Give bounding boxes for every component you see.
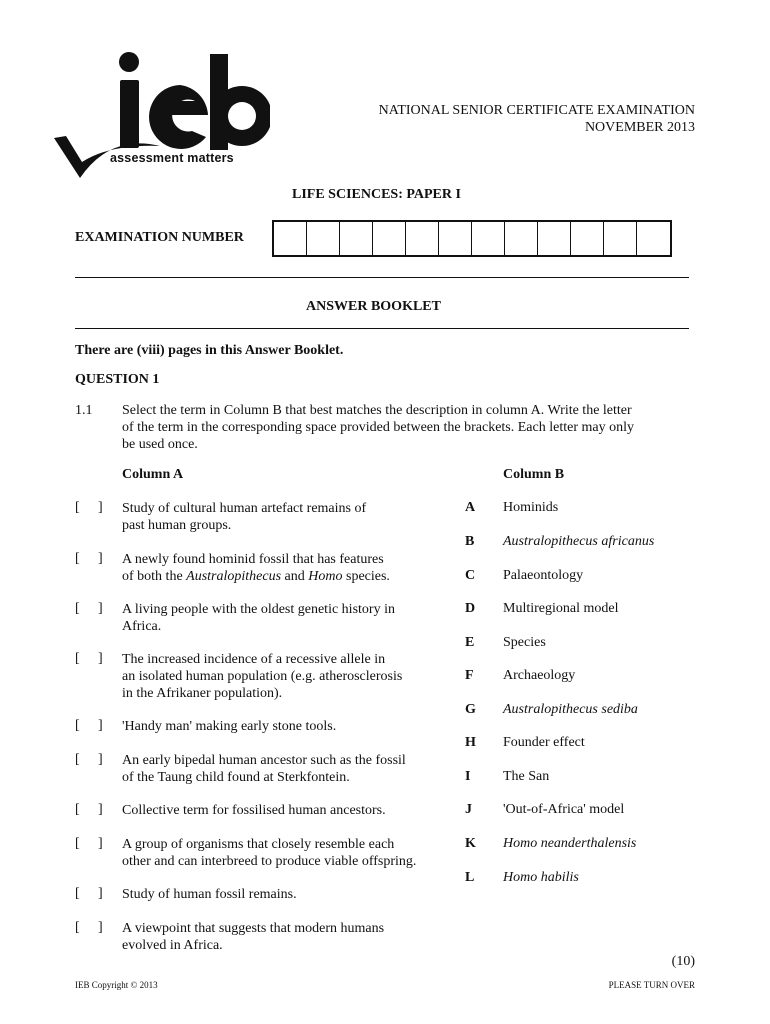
exam-number-label: EXAMINATION NUMBER — [75, 230, 244, 245]
exam-number-digit[interactable] — [571, 222, 604, 255]
column-b-letter: F — [465, 668, 474, 683]
column-b-letter: A — [465, 500, 476, 515]
column-b-letter: I — [465, 769, 471, 784]
answer-slot[interactable] — [82, 651, 96, 668]
answer-bracket-open: [ — [75, 836, 80, 851]
exam-number-boxes[interactable] — [272, 220, 672, 257]
answer-bracket-open: [ — [75, 718, 80, 733]
column-a-description: A viewpoint that suggests that modern humans evolved in Africa. — [122, 921, 385, 953]
divider — [75, 277, 689, 278]
column-a-description: Study of cultural human artefact remains of past human groups. — [122, 501, 367, 533]
column-a-description: A group of organisms that closely resemble each other and can interbreed to produce viable offspring. — [122, 837, 417, 869]
answer-bracket-close: ] — [98, 601, 103, 616]
column-b-term: Founder effect — [503, 735, 585, 750]
answer-bracket-close: ] — [98, 752, 103, 767]
column-b-term: Australopithecus sediba — [503, 702, 638, 717]
column-b-term: The San — [503, 769, 550, 784]
answer-bracket-open: [ — [75, 802, 80, 817]
column-b-term: Hominids — [503, 500, 559, 515]
answer-slot[interactable] — [82, 752, 96, 769]
exam-number-digit[interactable] — [307, 222, 340, 255]
answer-bracket-close: ] — [98, 920, 103, 935]
column-b-header: Column B — [503, 467, 565, 482]
answer-bracket-close: ] — [98, 651, 103, 666]
column-b-letter: J — [465, 802, 472, 817]
copyright: IEB Copyright © 2013 — [75, 980, 158, 990]
ieb-logo-mark — [50, 50, 270, 190]
answer-bracket-open: [ — [75, 752, 80, 767]
column-b-letter: B — [465, 534, 475, 549]
column-a-description: 'Handy man' making early stone tools. — [122, 719, 337, 734]
exam-number-digit[interactable] — [439, 222, 472, 255]
answer-slot[interactable] — [82, 601, 96, 618]
exam-number-digit[interactable] — [505, 222, 538, 255]
answer-bracket-open: [ — [75, 500, 80, 515]
column-b-term: Archaeology — [503, 668, 576, 683]
answer-bracket-open: [ — [75, 601, 80, 616]
exam-number-digit[interactable] — [538, 222, 571, 255]
answer-slot[interactable] — [82, 718, 96, 735]
column-a-description: Study of human fossil remains. — [122, 887, 297, 902]
logo-tagline: assessment matters — [110, 151, 234, 165]
column-b-term: Palaeontology — [503, 568, 584, 583]
answer-bracket-close: ] — [98, 886, 103, 901]
exam-number-digit[interactable] — [472, 222, 505, 255]
column-b-term: Multiregional model — [503, 601, 619, 616]
answer-bracket-close: ] — [98, 718, 103, 733]
exam-number-digit[interactable] — [340, 222, 373, 255]
column-b-letter: E — [465, 635, 475, 650]
answer-slot[interactable] — [82, 500, 96, 517]
question-heading: QUESTION 1 — [75, 372, 160, 387]
column-a-description: Collective term for fossilised human ancestors. — [122, 803, 386, 818]
answer-slot[interactable] — [82, 551, 96, 568]
column-b-letter: G — [465, 702, 476, 717]
column-b-term: Species — [503, 635, 546, 650]
answer-bracket-open: [ — [75, 886, 80, 901]
divider — [75, 328, 689, 329]
column-b-term: Homo neanderthalensis — [503, 836, 637, 851]
column-a-description: A newly found hominid fossil that has features of both the Australopithecus and Homo species. — [122, 552, 390, 584]
exam-number-digit[interactable] — [637, 222, 670, 255]
answer-slot[interactable] — [82, 802, 96, 819]
column-b-term: Australopithecus africanus — [503, 534, 655, 549]
exam-number-digit[interactable] — [274, 222, 307, 255]
answer-bracket-close: ] — [98, 500, 103, 515]
answer-slot[interactable] — [82, 836, 96, 853]
please-turn-over: PLEASE TURN OVER — [608, 980, 695, 990]
exam-number-digit[interactable] — [373, 222, 406, 255]
booklet-title: ANSWER BOOKLET — [306, 299, 441, 314]
marks-total: (10) — [671, 954, 695, 969]
column-b-term: Homo habilis — [503, 870, 579, 885]
question-instruction: Select the term in Column B that best matches the description in column A. Write the letter of the term in the corresponding space provided between the brackets. Each letter may only be used once. — [122, 403, 634, 452]
column-b-letter: H — [465, 735, 476, 750]
answer-bracket-open: [ — [75, 651, 80, 666]
paper-title: LIFE SCIENCES: PAPER I — [292, 187, 461, 202]
pages-note: There are (viii) pages in this Answer Booklet. — [75, 343, 344, 358]
column-b-letter: D — [465, 601, 476, 616]
answer-bracket-close: ] — [98, 836, 103, 851]
column-b-term: 'Out-of-Africa' model — [503, 802, 625, 817]
exam-date: NOVEMBER 2013 — [584, 120, 695, 135]
answer-bracket-close: ] — [98, 802, 103, 817]
column-a-description: The increased incidence of a recessive allele in an isolated human population (e.g. atherosclerosis in the Afrikaner population). — [122, 652, 403, 701]
column-b-letter: L — [465, 870, 475, 885]
column-b-letter: C — [465, 568, 476, 583]
answer-bracket-close: ] — [98, 551, 103, 566]
exam-number-digit[interactable] — [406, 222, 439, 255]
exam-name: NATIONAL SENIOR CERTIFICATE EXAMINATION — [378, 103, 695, 118]
answer-slot[interactable] — [82, 886, 96, 903]
column-a-description: An early bipedal human ancestor such as the fossil of the Taung child found at Sterkfontein. — [122, 753, 406, 785]
column-b-letter: K — [465, 836, 476, 851]
column-a-description: A living people with the oldest genetic history in Africa. — [122, 602, 395, 634]
column-a-header: Column A — [122, 467, 184, 482]
ieb-logo — [50, 50, 270, 190]
answer-bracket-open: [ — [75, 920, 80, 935]
answer-slot[interactable] — [82, 920, 96, 937]
question-number: 1.1 — [75, 403, 93, 418]
exam-number-digit[interactable] — [604, 222, 637, 255]
answer-bracket-open: [ — [75, 551, 80, 566]
